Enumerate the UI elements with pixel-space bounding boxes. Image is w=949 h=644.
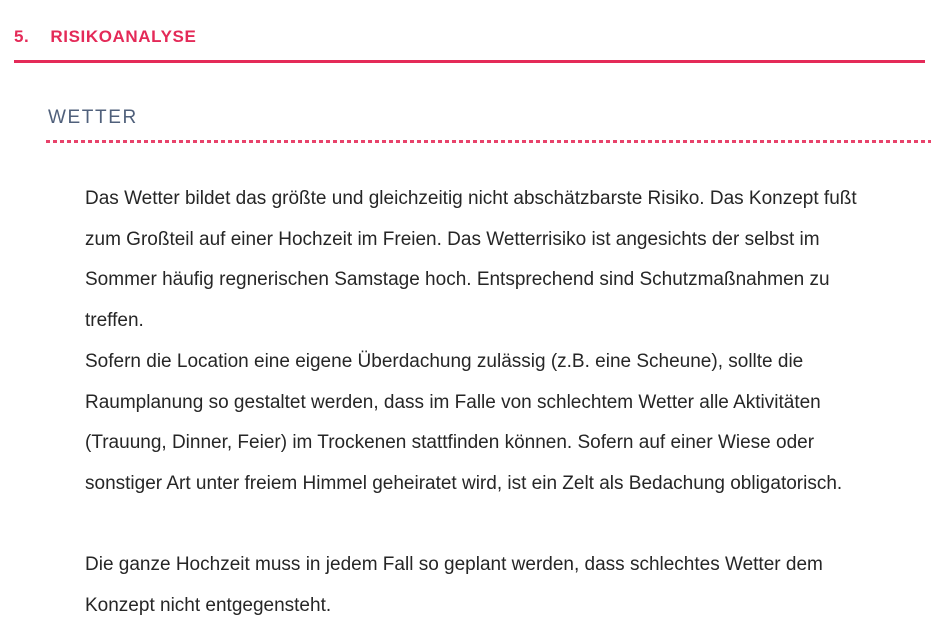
body-line: Konzept nicht entgegensteht. <box>85 595 332 617</box>
body-line: sonstiger Art unter freiem Himmel geheiratet wird, ist ein Zelt als Bedachung obligatorisch. <box>85 472 843 494</box>
section-number: 5. <box>14 27 30 46</box>
paragraph-location-covering <box>85 342 925 505</box>
body-line: Die ganze Hochzeit muss in jedem Fall so geplant werden, dass schlechtes Wetter dem <box>85 554 823 576</box>
section-title: RISIKOANALYSE <box>50 27 197 46</box>
body-line: treffen. <box>85 310 144 332</box>
section-heading-rule <box>14 60 925 63</box>
paragraph-weather-risk <box>85 179 925 342</box>
body-line: zum Großteil auf einer Hochzeit im Freien. Das Wetterrisiko ist angesichts der selbst im <box>85 228 820 250</box>
section-heading <box>14 27 196 47</box>
body-line: (Trauung, Dinner, Feier) im Trockenen stattfinden können. Sofern auf einer Wiese oder <box>85 432 815 454</box>
subsection-dotted-rule <box>46 140 931 143</box>
subsection-title: WETTER <box>48 107 138 128</box>
body-line: Raumplanung so gestaltet werden, dass im Falle von schlechtem Wetter alle Aktivitäten <box>85 391 821 413</box>
body-line: Sofern die Location eine eigene Überdachung zulässig (z.B. eine Scheune), sollte die <box>85 350 804 372</box>
paragraph-planning-conclusion <box>85 545 925 626</box>
body-text <box>85 179 925 627</box>
body-line: Das Wetter bildet das größte und gleichzeitig nicht abschätzbarste Risiko. Das Konzept fußt <box>85 188 857 209</box>
body-line: Sommer häufig regnerischen Samstage hoch. Entsprechend sind Schutzmaßnahmen zu <box>85 269 830 291</box>
